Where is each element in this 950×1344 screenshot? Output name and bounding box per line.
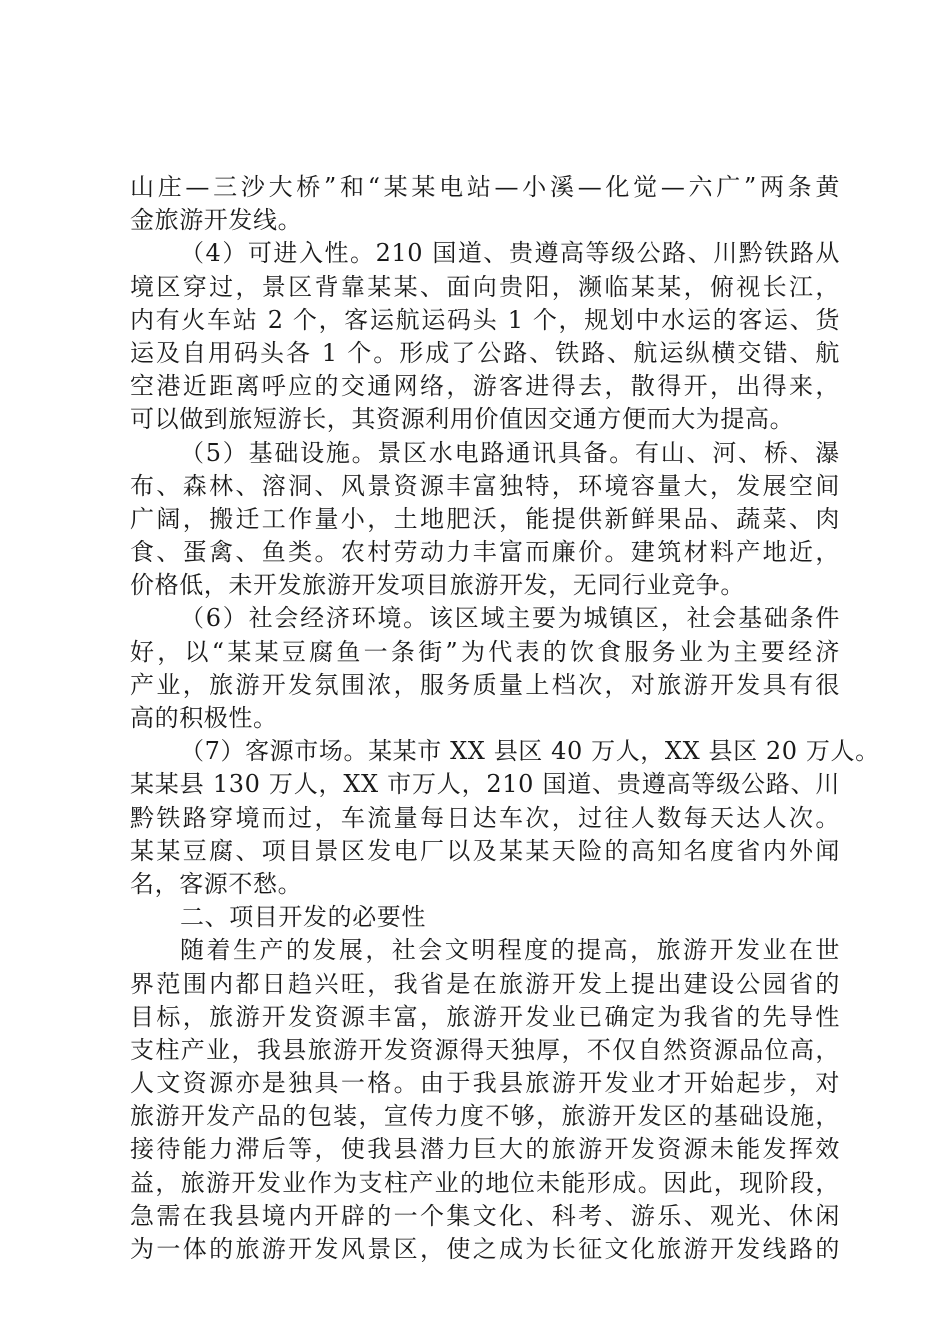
text-line: 高的积极性。 bbox=[130, 704, 278, 732]
text-line: 内有火车站 2 个，客运航运码头 1 个，规划中水运的客运、货 bbox=[130, 305, 840, 334]
text-line: 金旅游开发线。 bbox=[130, 206, 303, 235]
text-line: 旅游开发产品的包装，宣传力度不够，旅游开发区的基础设施， bbox=[130, 1102, 840, 1131]
text-line: 运及自用码头各 1 个。形成了公路、铁路、航运纵横交错、航 bbox=[130, 338, 840, 367]
text-line: 急需在我县境内开辟的一个集文化、科考、游乐、观光、休闲 bbox=[130, 1201, 840, 1230]
text-line: 食、蛋禽、鱼类。农村劳动力丰富而廉价。建筑材料产地近， bbox=[130, 538, 840, 567]
text-line: 二、项目开发的必要性 bbox=[180, 903, 426, 932]
text-line: （5）基础设施。景区水电路通讯具备。有山、河、桥、瀑 bbox=[180, 438, 840, 467]
text-line: 支柱产业，我县旅游开发资源得天独厚，不仅自然资源品位高， bbox=[130, 1035, 840, 1064]
text-line: 随着生产的发展，社会文明程度的提高，旅游开发业在世 bbox=[180, 936, 840, 965]
text-line: 好，以“某某豆腐鱼一条街”为代表的饮食服务业为主要经济 bbox=[130, 637, 840, 666]
text-line: 某某县 130 万人，XX 市万人，210 国道、贵遵高等级公路、川 bbox=[130, 770, 840, 799]
text-line: 山庄—三沙大桥”和“某某电站—小溪—化觉—六广”两条黄 bbox=[130, 173, 840, 201]
text-line: 境区穿过，景区背靠某某、面向贵阳，濒临某某，俯视长江， bbox=[130, 272, 840, 301]
text-line: 为一体的旅游开发风景区，使之成为长征文化旅游开发线路的 bbox=[130, 1235, 840, 1263]
text-line: （6）社会经济环境。该区域主要为城镇区，社会基础条件 bbox=[180, 604, 840, 633]
text-line: 空港近距离呼应的交通网络，游客进得去，散得开，出得来， bbox=[130, 372, 840, 401]
text-line: 可以做到旅短游长，其资源利用价值因交通方便而大为提高。 bbox=[130, 405, 795, 434]
text-line: 产业，旅游开发氛围浓，服务质量上档次，对旅游开发具有很 bbox=[130, 670, 840, 699]
text-line: 某某豆腐、项目景区发电厂以及某某天险的高知名度省内外闻 bbox=[130, 836, 840, 865]
document-body bbox=[130, 171, 880, 1266]
text-line: 布、森林、溶洞、风景资源丰富独特，环境容量大，发展空间 bbox=[130, 471, 840, 500]
text-line: 界范围内都日趋兴旺，我省是在旅游开发上提出建设公园省的 bbox=[130, 969, 840, 998]
text-line: 黔铁路穿境而过，车流量每日达车次，过往人数每天达人次。 bbox=[130, 803, 840, 832]
text-line: （4）可进入性。210 国道、贵遵高等级公路、川黔铁路从 bbox=[180, 239, 840, 268]
text-line: 接待能力滞后等，使我县潜力巨大的旅游开发资源未能发挥效 bbox=[130, 1135, 840, 1164]
text-line: 益，旅游开发业作为支柱产业的地位未能形成。因此，现阶段， bbox=[130, 1168, 840, 1197]
text-line: 人文资源亦是独具一格。由于我县旅游开发业才开始起步，对 bbox=[130, 1069, 840, 1098]
text-line: （7）客源市场。某某市 XX 县区 40 万人，XX 县区 20 万人。 bbox=[180, 737, 880, 766]
text-line: 名，客源不愁。 bbox=[130, 869, 303, 898]
text-line: 价格低，未开发旅游开发项目旅游开发，无同行业竞争。 bbox=[130, 571, 745, 600]
text-line: 广阔，搬迁工作量小，土地肥沃，能提供新鲜果品、蔬菜、肉 bbox=[130, 504, 840, 533]
text-line: 目标，旅游开发资源丰富，旅游开发业已确定为我省的先导性 bbox=[130, 1002, 840, 1031]
